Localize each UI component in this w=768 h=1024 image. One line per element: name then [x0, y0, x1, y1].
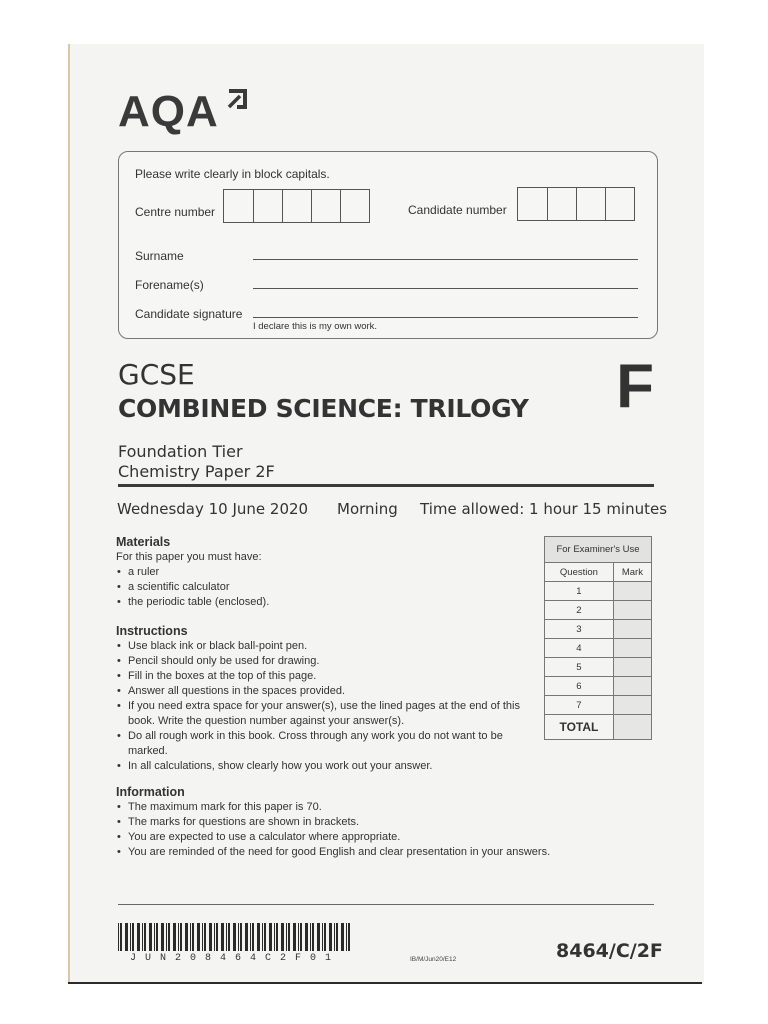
- question-number: 1: [545, 582, 614, 601]
- mark-cell[interactable]: [613, 620, 651, 639]
- candidate-digit-box[interactable]: [605, 188, 634, 220]
- block-capitals-instruction: Please write clearly in block capitals.: [135, 167, 330, 181]
- question-column-header: Question: [545, 563, 614, 582]
- page-bottom-edge: [68, 982, 702, 984]
- surname-label: Surname: [135, 249, 184, 263]
- forenames-label: Forename(s): [135, 278, 204, 292]
- question-number: 7: [545, 696, 614, 715]
- footer-divider: [118, 904, 654, 905]
- centre-digit-box[interactable]: [340, 190, 369, 222]
- question-number: 3: [545, 620, 614, 639]
- information-list: [116, 800, 596, 860]
- declaration-text: I declare this is my own work.: [253, 321, 378, 332]
- materials-intro: For this paper you must have:: [116, 551, 262, 563]
- title-divider: [118, 484, 654, 487]
- total-label: TOTAL: [545, 715, 614, 740]
- surname-line[interactable]: [253, 259, 638, 260]
- list-item: • Do all rough work in this book. Cross through any work you do not want to be marked.: [116, 729, 536, 759]
- question-number: 6: [545, 677, 614, 696]
- centre-number-label: Centre number: [135, 205, 216, 219]
- list-item: • The marks for questions are shown in brackets.: [116, 815, 596, 830]
- tier-name: Foundation Tier: [118, 442, 243, 461]
- candidate-details-box: [118, 151, 658, 339]
- list-item: • Answer all questions in the spaces provided.: [116, 684, 536, 699]
- candidate-digit-box[interactable]: [576, 188, 605, 220]
- exam-session: Morning: [337, 500, 398, 518]
- list-item: • Use black ink or black ball-point pen.: [116, 639, 536, 654]
- question-number: 4: [545, 639, 614, 658]
- list-item: • The maximum mark for this paper is 70.: [116, 800, 596, 815]
- mark-cell[interactable]: [613, 696, 651, 715]
- centre-digit-box[interactable]: [224, 190, 253, 222]
- subject-title: COMBINED SCIENCE: TRILOGY: [118, 394, 529, 423]
- question-number: 5: [545, 658, 614, 677]
- time-allowed: Time allowed: 1 hour 15 minutes: [420, 500, 668, 518]
- qualification-title: GCSE: [118, 358, 195, 391]
- aqa-logo: AQA: [118, 87, 219, 136]
- centre-digit-box[interactable]: [282, 190, 311, 222]
- exam-date: Wednesday 10 June 2020: [117, 500, 309, 518]
- paper-code: 8464/C/2F: [556, 940, 663, 962]
- signature-line[interactable]: [253, 317, 638, 318]
- materials-heading: Materials: [116, 535, 171, 549]
- candidate-number-label: Candidate number: [408, 203, 507, 217]
- examiner-use-table: [544, 536, 652, 740]
- candidate-digit-box[interactable]: [547, 188, 576, 220]
- list-item: • In all calculations, show clearly how you work out your answer.: [116, 759, 536, 774]
- list-item: • a ruler: [116, 565, 269, 580]
- list-item: • Fill in the boxes at the top of this page.: [116, 669, 536, 684]
- forenames-line[interactable]: [253, 288, 638, 289]
- centre-digit-box[interactable]: [311, 190, 340, 222]
- information-heading: Information: [116, 785, 185, 799]
- list-item: • If you need extra space for your answer(s), use the lined pages at the end of this book. Write the question number against your answer(s).: [116, 699, 536, 729]
- barcode-text: JUN208464C2F01: [130, 953, 341, 964]
- barcode-icon: [118, 923, 354, 951]
- mark-cell[interactable]: [613, 582, 651, 601]
- list-item: • Pencil should only be used for drawing.: [116, 654, 536, 669]
- aqa-logo-mark-icon: [226, 88, 248, 110]
- signature-label: Candidate signature: [135, 307, 243, 321]
- tier-letter: F: [616, 352, 654, 421]
- examiner-table-title: For Examiner's Use: [545, 537, 652, 563]
- candidate-digit-box[interactable]: [518, 188, 547, 220]
- mark-cell[interactable]: [613, 677, 651, 696]
- instructions-list: [116, 639, 536, 774]
- question-number: 2: [545, 601, 614, 620]
- list-item: • a scientific calculator: [116, 580, 269, 595]
- instructions-heading: Instructions: [116, 624, 188, 638]
- paper-name: Chemistry Paper 2F: [118, 462, 275, 481]
- centre-digit-box[interactable]: [253, 190, 282, 222]
- mark-cell[interactable]: [613, 601, 651, 620]
- materials-list: [116, 565, 269, 610]
- list-item: • You are expected to use a calculator where appropriate.: [116, 830, 596, 845]
- centre-number-boxes[interactable]: [223, 189, 370, 223]
- candidate-number-boxes[interactable]: [517, 187, 635, 221]
- total-mark-cell[interactable]: [613, 715, 651, 740]
- list-item: • You are reminded of the need for good English and clear presentation in your answers.: [116, 845, 596, 860]
- list-item: • the periodic table (enclosed).: [116, 595, 269, 610]
- mark-cell[interactable]: [613, 658, 651, 677]
- mark-column-header: Mark: [613, 563, 651, 582]
- mark-cell[interactable]: [613, 639, 651, 658]
- paper-reference: IB/M/Jun20/E12: [410, 956, 457, 963]
